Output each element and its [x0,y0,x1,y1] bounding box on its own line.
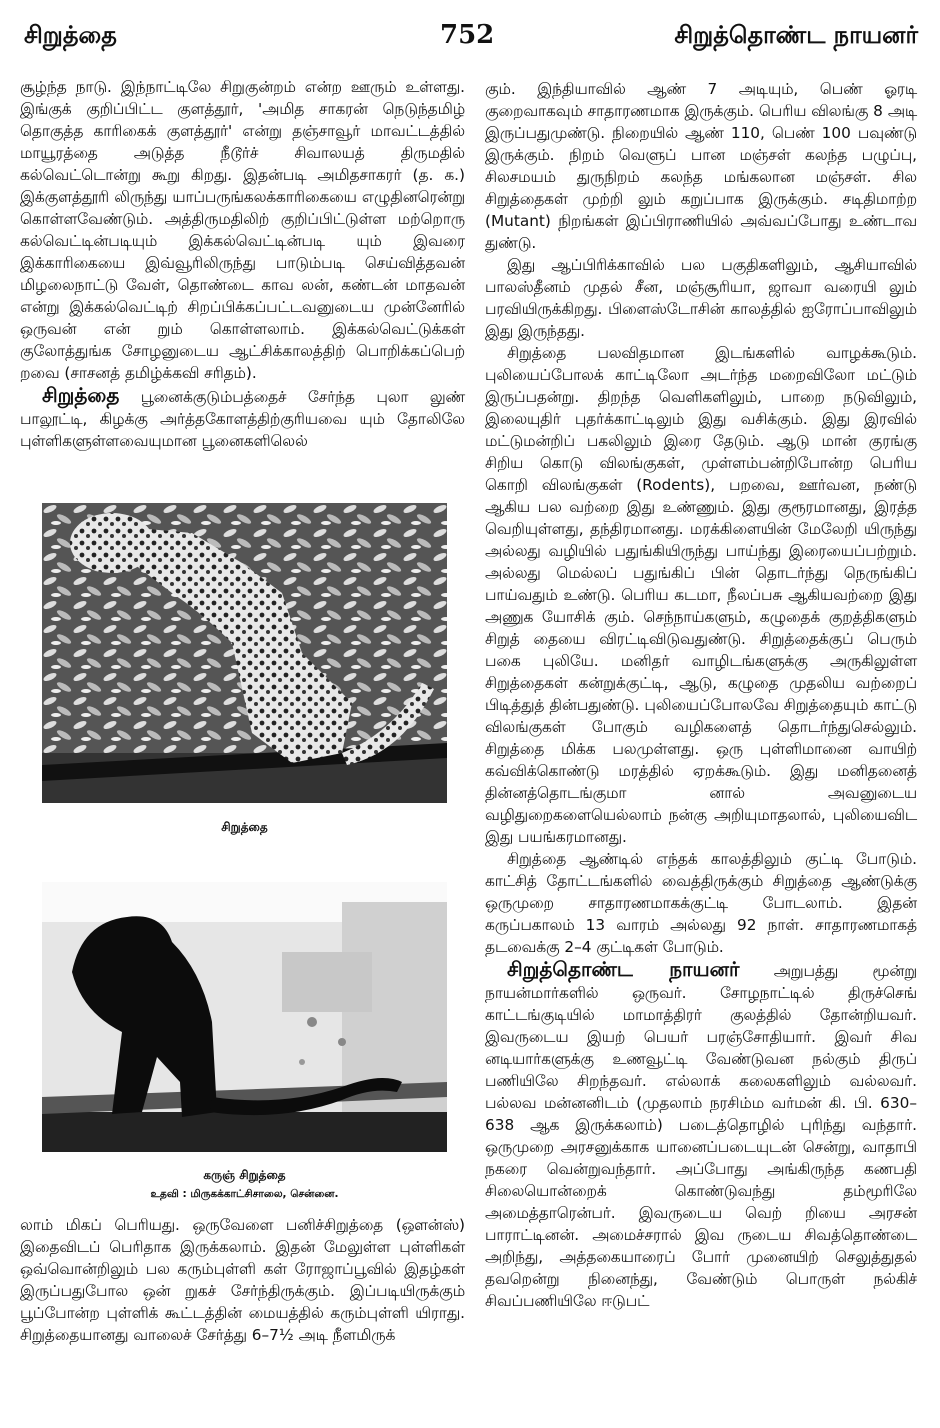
left-para-3: லாம் மிகப் பெரியது. ஒருவேளை பனிச்சிறுத்தை (ஔன்ஸ்) இதைவிடப் பெரிதாக இருக்கலாம். இதன் மேலுள்ள புள்ளிகள் ஒவ்வொன்றிலும் பல கரும்புள்ளி கள் ரோஜாப்பூவில் இதழ்கள் இருப்பதுபோல ஒன் றுகச் சேர்ந்திருக்கும். இப்படியிருக்கும் பூப்போன்ற புள்ளிக் கூட்டத்தின் மையத்தில் கரும்புள்ளி யிராது. சிறுத்தையானது வாலைச் சேர்த்து 6–7½ அடி நீளமிருக் [20,1216,465,1344]
caption-leopard: சிறுத்தை [221,820,268,834]
entry-heading-leopard: சிறுத்தை [42,383,120,407]
leopard-photo [42,503,447,803]
left-column-bottom [20,1214,465,1346]
caption-black-panther: கருஞ் சிறுத்தை [203,1168,286,1182]
entry-heading-siruthondar: சிறுத்தொண்ட நாயனர் [507,957,740,981]
left-column [20,76,465,452]
left-para-1: சூழ்ந்த நாடு. இந்நாட்டிலே சிறுகுன்றம் என்ற ஊரும் உள்ளது. இங்குக் குறிப்பிட்ட குளத்தூர், 'அமித சாகரன் நெடுந்தமிழ் தொகுத்த காரிகைக் குளத்தூர்' என்று தஞ்சாவூர் மாவட்டத்தில் மாயூரத்தை அடுத்த நீடூர்ச் சிவாலயத் திருமதில் கல்வெட்டொன்று கூறு கிறது. இதன்படி அமிதசாகரர் (த. க.) இக்குளத்தூரி லிருந்து யாப்பருங்கலக்காரிகையை எழுதினரென்று கொள்ளவேண்டும். அத்திருமதிலிற் குறிப்பிட்டுள்ள மற்றொரு கல்வெட்டின்படியும் இக்கல்வெட்டின்படி யும் இவரை இக்காரிகையை இவ்வூரிலிருந்து பாடும்படி செய்வித்தவன் மிழலைநாட்டு வேள், தொண்டை காவ லன், கண்டன் மாதவன் என்று இக்கல்வெட்டிற் சிறப்பிக்கப்பட்டவனுடைய முன்னேரில் ஒருவன் என் றும் கொள்ளலாம். இக்கல்வெட்டுக்கள் குலோத்துங்க சோழனுடைய ஆட்சிக்காலத்திற் பொறிக்கப்பெற் றவை (சாசனத் தமிழ்க்கவி சரிதம்). [20,78,465,382]
right-para-4: சிறுத்தை ஆண்டில் எந்தக் காலத்திலும் குட்டி போடும். காட்சித் தோட்டங்களில் வைத்திருக்கும் சிறுத்தை ஆண்டுக்கு ஒருமுறை சாதாரணமாகக்குட்டி போடலாம். இதன் கருப்பகாலம் 13 வாரம் அல்லது 92 நாள். சாதாரணமாகத் தடவைக்கு 2–4 குட்டிகள் போடும். [485,850,917,956]
right-para-1: கும். இந்தியாவில் ஆண் 7 அடியும், பெண் ஓரடி குறைவாகவும் சாதாரணமாக இருக்கும். பெரிய விலங்கு 8 அடி இருப்பதுமுண்டு. நிறையில் ஆண் 110, பெண் 100 பவுண்டு இருக்கும். நிறம் வெளுப் பான மஞ்சள் கலந்த பழுப்பு, சிலசமயம் துருநிறம் கலந்த மங்கலான மஞ்சள். சில சிறுத்தைகள் முற்றி லும் கறுப்பாக இருக்கும். சடிதிமாற்ற (Mutant) நிறங்கள் இப்பிராணியில் அவ்வப்போது உண்டாவ துண்டு. [485,80,917,252]
black-panther-photo [42,882,447,1152]
black-panther-illustration [42,882,447,1152]
right-para-3: சிறுத்தை பலவிதமான இடங்களில் வாழக்கூடும். புலியைப்போலக் காட்டிலோ அடர்ந்த மறைவிலோ மட்டும் இருப்பதன்று. திறந்த வெளிகளிலும், பாறை நடுவிலும், இலையுதிர் புதர்க்காட்டிலும் இது வசிக்கும். இது இரவில் மட்டுமன்றிப் பகலிலும் இரை தேடும். ஆடு மான் குரங்கு சிறிய கொடு விலங்குகள், முள்ளம்பன்றிபோன்ற பெரிய கொறி விலங்குகள் (Rodents), பறவை, ஊர்வன, நண்டு ஆகிய பல வற்றை இது உண்ணும். இது குரூரமானது, இரத்த வெறியுள்ளது, தந்திரமானது. மரக்கிளையின் மேலேறி யிருந்து அல்லது வழியில் பதுங்கியிருந்து பாய்ந்து இரையைப்பற்றும். அல்லது மெல்லப் பதுங்கிப் பின் தொடர்ந்து நெருங்கிப் பாய்வதும் உண்டு. பெரிய கடமா, நீலப்பசு ஆகியவற்றை இது அணுக யோசிக் கும். செந்நாய்களும், கழுதைக் குறத்திகளும் சிறுத் தையை விரட்டிவிடுவதுண்டு. சிறுத்தைக்குப் பெரும் பகை புலியே. மனிதர் வாழிடங்களுக்கு அருகிலுள்ள சிறுத்தைகள் கன்றுக்குட்டி, ஆடு, கழுதை முதலிய வற்றைப் பிடித்துத் தின்பதுண்டு. புலியைப்போலவே சிறுத்தையும் காட்டு விலங்குகள் போகும் வழிகளைத் தொடர்ந்துசெல்லும். சிறுத்தை மிக்க பலமுள்ளது. ஒரு புள்ளிமானை வாயிற் கவ்விக்கொண்டு மரத்தில் ஏறக்கூடும். இது மனிதனைத் தின்னத்தொடங்குமா னால் அவனுடைய வழிதுறைகளையெல்லாம் நன்கு அறியுமாதலால், புலியைவிட இது பயங்கரமானது. [485,344,917,846]
right-column [485,78,917,1312]
right-para-5-text: அறுபத்து மூன்று நாயன்மார்களில் ஒருவர். சோழநாட்டில் திருச்செங் காட்டங்குடியில் மாமாத்திரர் குலத்தில் தோன்றியவர். இவருடைய இயற் பெயர் பரஞ்சோதியார். இவர் சிவ னடியார்களுக்கு உணவூட்டி வேண்டுவன நல்கும் திருப் பணியிலே சிறந்தவர். எல்லாக் கலைகளிலும் வல்லவர். பல்லவ மன்னனிடம் (முதலாம் நரசிம்ம வர்மன் கி. பி. 630–638 ஆக இருக்கலாம்) படைத்தொழில் புரிந்து வந்தார். ஒருமுறை அரசனுக்காக யானைப்படையுடன் சென்று, வாதாபி நகரை வென்றுவந்தார். அப்போது அங்கிருந்த கணபதி சிலையொன்றைக் கொண்டுவந்து தம்மூரிலே அமைத்தாரென்பர். இவருடைய வெற் றியை அரசன் பாராட்டினன். அமைச்சரால் இவ ருடைய சிவத்தொண்டை அறிந்து, அத்தகையாரைப் போர் முனையிற் செலுத்துதல் தவறென்று நினைந்து, வேண்டும் பொருள் நல்கிச் சிவப்பணியிலே ஈடுபட் [485,962,917,1310]
right-para-5 [485,958,917,1312]
header-left-title: சிறுத்தை [24,21,117,49]
left-para-2 [20,384,465,452]
header-right-title: சிறுத்தொண்ட நாயனர் [674,21,918,49]
left-para-2-text: பூனைக்குடும்பத்தைச் சேர்ந்த புலா லுண் பாலூட்டி, கிழக்கு அர்த்தகோளத்திற்குரியவை யும் தோலிலே புள்ளிகளுள்ளவையுமான பூனைகளிலெல் [20,388,465,450]
right-para-2: இது ஆப்பிரிக்காவில் பல பகுதிகளிலும், ஆசியாவில் பாலஸ்தீனம் முதல் சீன, மஞ்சூரியா, ஜாவா வரையி லும் பரவியிருக்கிறது. பிளைஸ்டோசின் காலத்தில் ஐரோப்பாவிலும் இது இருந்தது. [485,256,917,340]
photo-credit: உதவி : மிருகக்காட்சிசாலை, சென்னை. [150,1188,339,1200]
leopard-illustration [42,503,447,803]
page-number: 752 [440,20,495,50]
